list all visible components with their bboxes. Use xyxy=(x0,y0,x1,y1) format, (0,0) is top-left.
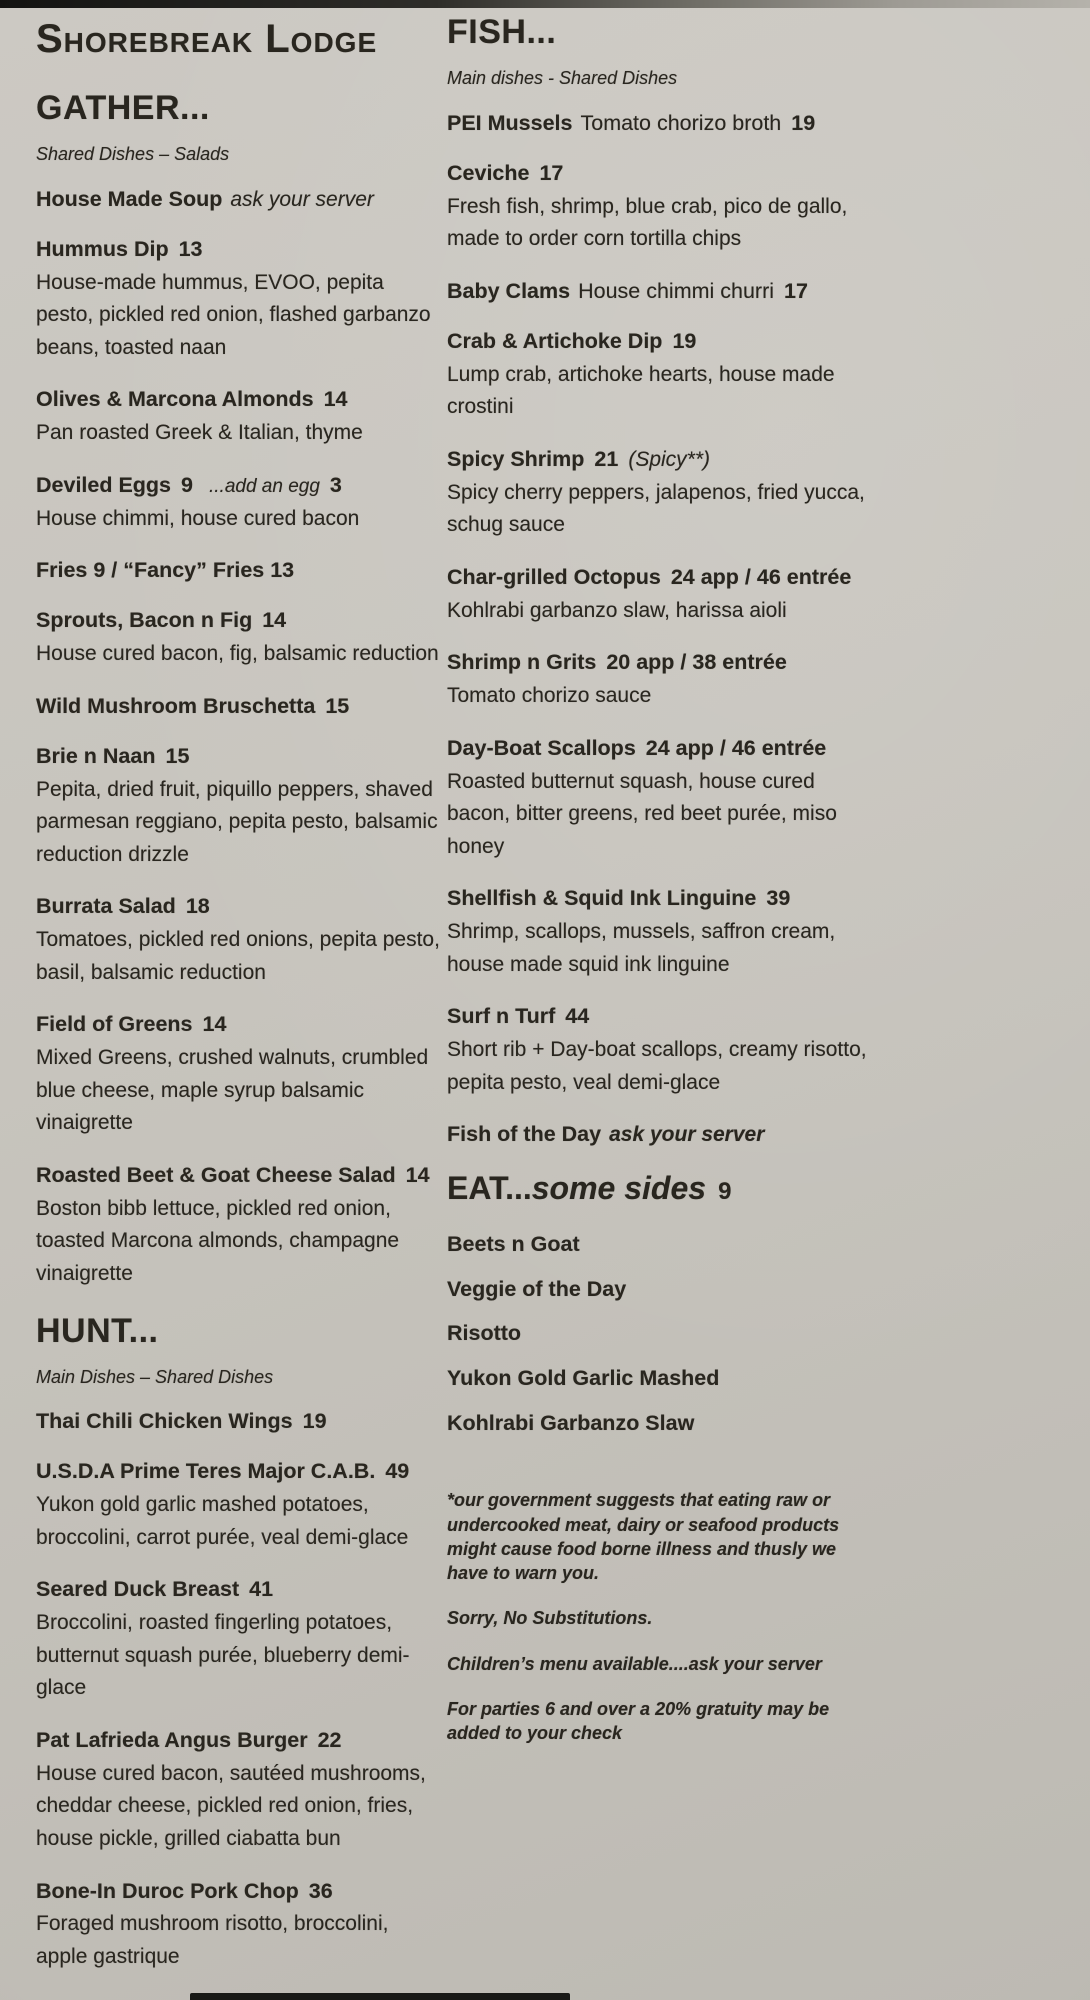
item-description: Foraged mushroom risotto, broccolini, apple gastrique xyxy=(36,1912,389,1968)
menu-item xyxy=(447,446,877,542)
item-price: 15 xyxy=(165,743,190,768)
item-description: Shrimp, scallops, mussels, saffron cream, house made squid ink linguine xyxy=(447,920,836,976)
side-item: Yukon Gold Garlic Mashed xyxy=(447,1366,720,1391)
item-description: Tomato chorizo sauce xyxy=(447,684,652,708)
item-price: 36 xyxy=(308,1878,333,1903)
item-description: Spicy cherry peppers, jalapenos, fried yucca, schug sauce xyxy=(447,480,865,537)
menu-item xyxy=(447,649,877,712)
item-price: 19 xyxy=(302,1409,327,1434)
eat-heading-italic: some sides xyxy=(531,1170,707,1207)
menu-item xyxy=(36,472,440,535)
item-description: House cured bacon, sautéed mushrooms, cheddar cheese, pickled red onion, fries, house pickle, grilled ciabatta bun xyxy=(36,1761,426,1850)
item-name: Char-grilled Octopus xyxy=(447,564,661,589)
item-description: Kohlrabi garbanzo slaw, harissa aioli xyxy=(447,598,787,622)
item-description: House cured bacon, fig, balsamic reduction xyxy=(36,642,439,666)
item-description: Lump crab, artichoke hearts, house made crostini xyxy=(447,362,835,419)
hunt-subheading: Main Dishes – Shared Dishes xyxy=(36,1366,274,1387)
eat-heading xyxy=(447,1171,877,1206)
gather-heading: GATHER... xyxy=(36,89,210,127)
photo-top-edge xyxy=(0,0,1090,8)
menu-item xyxy=(36,693,440,721)
footnote-raw-warning: *our government suggests that eating raw or undercooked meat, dairy or seafood products might cause food borne illness and thusly we have to warn you. xyxy=(447,1490,840,1584)
item-price: 21 xyxy=(594,446,619,471)
item-name: Olives & Marcona Almonds xyxy=(36,387,314,412)
item-price: 41 xyxy=(249,1577,274,1602)
menu-item xyxy=(447,278,877,306)
menu-item xyxy=(447,564,877,627)
menu-item xyxy=(36,1727,440,1856)
menu-item xyxy=(447,1003,877,1099)
right-column xyxy=(447,14,877,1767)
item-name: Brie n Naan xyxy=(36,743,156,768)
item-name: Crab & Artichoke Dip xyxy=(447,328,663,353)
item-name: Roasted Beet & Goat Cheese Salad xyxy=(36,1162,396,1187)
menu-item xyxy=(447,328,877,424)
item-name: Shrimp n Grits xyxy=(447,650,597,675)
side-item: Beets n Goat xyxy=(447,1231,580,1256)
item-name: Sprouts, Bacon n Fig xyxy=(36,608,253,633)
item-price: 22 xyxy=(317,1727,342,1752)
item-price: 14 xyxy=(323,387,348,412)
fish-subheading: Main dishes - Shared Dishes xyxy=(447,68,678,89)
footnote-no-substitutions: Sorry, No Substitutions. xyxy=(447,1608,653,1629)
item-name: U.S.D.A Prime Teres Major C.A.B. xyxy=(36,1459,376,1484)
menu-item xyxy=(36,607,440,670)
item-price: 19 xyxy=(672,328,697,353)
side-item: Veggie of the Day xyxy=(447,1276,627,1301)
item-name: Hummus Dip xyxy=(36,236,169,261)
item-name: House Made Soup xyxy=(36,186,223,211)
menu-item xyxy=(447,160,877,256)
item-price: 14 xyxy=(262,608,287,633)
item-name: Seared Duck Breast xyxy=(36,1577,240,1602)
item-description: Tomatoes, pickled red onions, pepita pesto, basil, balsamic reduction xyxy=(36,928,440,984)
item-name: Burrata Salad xyxy=(36,894,176,919)
item-name: Baby Clams xyxy=(447,278,571,303)
item-description: Broccolini, roasted fingerling potatoes, butternut squash purée, blueberry demi-glace xyxy=(36,1611,410,1700)
item-name: Fish of the Day xyxy=(447,1122,602,1147)
item-addon-price: 3 xyxy=(329,472,342,497)
item-note: ask your server xyxy=(609,1123,765,1147)
side-item: Kohlrabi Garbanzo Slaw xyxy=(447,1411,695,1436)
item-price: 19 xyxy=(791,110,816,135)
menu-item xyxy=(36,1408,440,1436)
menu-item xyxy=(447,110,877,138)
item-description: Boston bibb lettuce, pickled red onion, toasted Marcona almonds, champagne vinaigrette xyxy=(36,1196,400,1285)
item-price: 15 xyxy=(325,693,350,718)
section-fish xyxy=(447,14,877,1149)
item-description: Fresh fish, shrimp, blue crab, pico de gallo, made to order corn tortilla chips xyxy=(447,194,848,251)
item-description: Yukon gold garlic mashed potatoes, broccolini, carrot purée, veal demi-glace xyxy=(36,1493,409,1549)
side-item: Risotto xyxy=(447,1321,522,1346)
item-name: Pat Lafrieda Angus Burger xyxy=(36,1727,308,1752)
item-name: Ceviche xyxy=(447,160,530,185)
item-price: 49 xyxy=(385,1459,410,1484)
menu-item xyxy=(36,557,440,585)
restaurant-title: Shorebreak Lodge xyxy=(36,17,378,61)
item-name: PEI Mussels xyxy=(447,110,573,135)
item-note: ask your server xyxy=(230,187,374,211)
menu-item xyxy=(36,1576,440,1705)
item-description: Short rib + Day-boat scallops, creamy risotto, pepita pesto, veal demi-glace xyxy=(447,1038,867,1094)
item-price: 20 app / 38 entrée xyxy=(606,650,787,675)
item-price: 18 xyxy=(185,894,210,919)
left-column xyxy=(36,14,440,1996)
footnotes xyxy=(447,1488,879,1745)
menu-item xyxy=(447,735,877,864)
item-spicy-tag: (Spicy**) xyxy=(628,447,711,471)
item-description: House chimmi, house cured bacon xyxy=(36,506,360,530)
item-price: 17 xyxy=(539,160,564,185)
item-price: 24 app / 46 entrée xyxy=(645,735,827,760)
item-price: 24 app / 46 entrée xyxy=(670,564,852,589)
menu-item xyxy=(36,186,440,214)
item-price: 17 xyxy=(784,278,808,303)
menu-item xyxy=(36,1878,440,1974)
item-inline-description: Tomato chorizo broth xyxy=(580,110,782,135)
section-eat xyxy=(447,1171,877,1438)
item-addon: ...add an egg xyxy=(208,475,320,497)
item-inline-description: House chimmi churri xyxy=(578,278,775,303)
footnote-childrens-menu: Children’s menu available....ask your server xyxy=(447,1653,822,1674)
menu-item xyxy=(36,743,440,872)
item-name: Field of Greens xyxy=(36,1012,193,1037)
menu-item xyxy=(36,236,440,365)
item-description: Mixed Greens, crushed walnuts, crumbled blue cheese, maple syrup balsamic vinaigrette xyxy=(36,1046,429,1135)
item-name: Shellfish & Squid Ink Linguine xyxy=(447,886,757,911)
item-price: 14 xyxy=(202,1012,227,1037)
item-price: 44 xyxy=(565,1004,590,1029)
item-name: Surf n Turf xyxy=(447,1004,556,1029)
menu-item xyxy=(36,386,440,449)
item-name: Spicy Shrimp xyxy=(447,446,585,471)
fish-heading: FISH... xyxy=(447,13,557,51)
item-price: 39 xyxy=(766,886,791,911)
menu-item xyxy=(36,1011,440,1140)
item-price: 14 xyxy=(405,1162,430,1187)
item-price: 9 xyxy=(181,472,193,497)
item-price: 13 xyxy=(178,236,203,261)
eat-heading-price: 9 xyxy=(718,1178,732,1206)
menu-item xyxy=(36,1458,440,1554)
item-name: Deviled Eggs xyxy=(36,472,172,497)
item-name: Bone-In Duroc Pork Chop xyxy=(36,1878,299,1903)
eat-heading-bold: EAT... xyxy=(447,1170,532,1207)
menu-item xyxy=(36,893,440,989)
menu-item xyxy=(447,1121,877,1149)
item-name: Thai Chili Chicken Wings xyxy=(36,1409,293,1434)
gather-subheading: Shared Dishes – Salads xyxy=(36,144,230,165)
section-hunt xyxy=(36,1313,440,1974)
section-gather xyxy=(36,90,440,1291)
item-name: Fries 9 / “Fancy” Fries 13 xyxy=(36,558,295,583)
item-description: Roasted butternut squash, house cured bacon, bitter greens, red beet purée, miso honey xyxy=(447,769,837,858)
menu-item xyxy=(447,885,877,981)
hunt-heading: HUNT... xyxy=(36,1311,159,1350)
item-description: House-made hummus, EVOO, pepita pesto, pickled red onion, flashed garbanzo beans, toasted naan xyxy=(36,270,431,359)
menu-item xyxy=(36,1162,440,1291)
item-description: Pan roasted Greek & Italian, thyme xyxy=(36,421,363,445)
item-description: Pepita, dried fruit, piquillo peppers, shaved parmesan reggiano, pepita pesto, balsamic reduction drizzle xyxy=(36,777,438,866)
footnote-gratuity: For parties 6 and over a 20% gratuity may be added to your check xyxy=(447,1699,830,1744)
item-name: Day-Boat Scallops xyxy=(447,735,636,760)
item-name: Wild Mushroom Bruschetta xyxy=(36,693,316,718)
